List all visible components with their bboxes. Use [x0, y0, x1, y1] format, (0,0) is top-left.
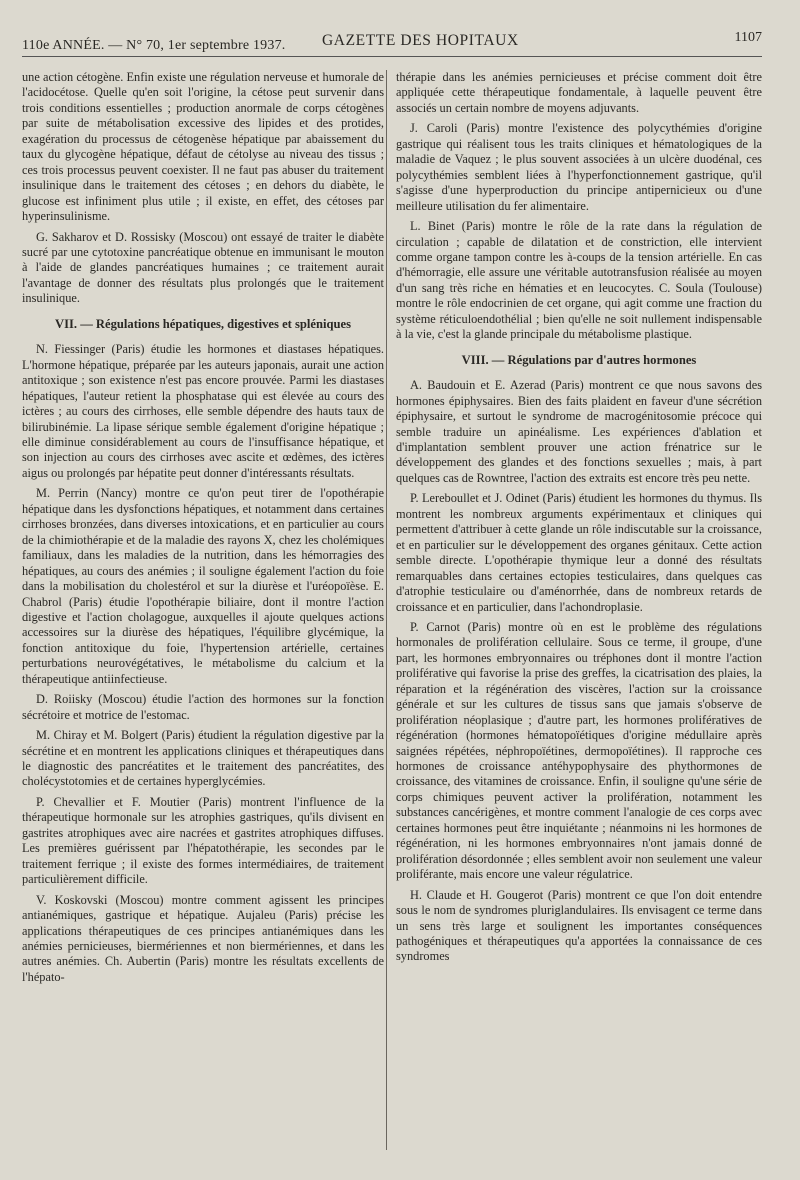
paragraph: N. Fiessinger (Paris) étudie les hormones et diastases hépatiques. L'hormone hépatique, préparée par les auteurs japonais, aurait une action antitoxique ; son existence n'est pas encore prouvée. Parmi les diastases hépatiques, l'auteur retient la phosphatase qui est élevée au cours des ictères ; au cours des cirrhoses, elle semble dépendre des hauts taux de bilirubinémie. La lipase sérique semble également d'origine hépatique ; elle diminue considérablement au cours de l'insuffisance hépatique, et son injection au cours des cirrhoses avec ascite et œdèmes, des ictères aigus ou prolongés par hépatite peut donner d'intéressants résultats. [22, 342, 384, 480]
paragraph: H. Claude et H. Gougerot (Paris) montrent ce que l'on doit entendre sous le nom de syndromes pluriglandulaires. Ils envisagent ce terme dans un sens très large et soulignent les importantes conséquences pathogéniques et thérapeutiques qu'a apportées la connaissance de ces syndromes [396, 887, 762, 964]
paragraph: une action cétogène. Enfin existe une régulation nerveuse et humorale de l'acidocétose. Quelle qu'en soit l'origine, la cétose peut survenir dans trois conditions essentielles ; production anormale de corps cétogènes par suite de métabolisation excessive des lipides et des protides, exagération du processus de cétogenèse hépatique par abaissement du taux du glycogène hépatique, défaut de cétolyse au niveau des tissus ; ces trois processus peuvent coexister. Il ne faut pas abuser du traitement insulinique dans le traitement des cétoses ; en dehors du diabète, le glucose est infiniment plus utile ; il existe, en effet, des cétoses par hyperinsulinisme. [22, 70, 384, 224]
paragraph: J. Caroli (Paris) montre l'existence des polycythémies d'origine gastrique qui réalisent tous les traits cliniques et hématologiques de la maladie de Vaquez ; le plus souvent associées à un ulcère duodénal, ces polycythémies semblent liées à l'hyperfonctionnement gastrique, qu'il s'agisse d'une hyperproduction du principe antipernicieux ou d'une meilleure utilisation du fer alimentaire. [396, 121, 762, 213]
section-heading: VIII. — Régulations par d'autres hormones [461, 352, 697, 367]
left-column [22, 70, 384, 990]
paragraph: D. Roiisky (Moscou) étudie l'action des hormones sur la fonction sécrétoire et motrice de l'estomac. [22, 692, 384, 722]
paragraph: P. Chevallier et F. Moutier (Paris) montrent l'influence de la thérapeutique hormonale sur les atrophies gastriques, qu'ils divisent en gastrites atrophiques avec aire nacrées et gastrites atrophiques diffuses. Les premières guérissent par l'hépatothérapie, les secondes par le traitement ferrique ; il existe des formes intermédiaires, de traitement particulièrement difficile. [22, 794, 384, 887]
publication-title: GAZETTE DES HOPITAUX [322, 32, 519, 49]
paragraph: P. Carnot (Paris) montre où en est le problème des régulations hormonales de prolifération cellulaire. Sous ce terme, il groupe, d'une part, les hormones embryonnaires ou tréphones dont il montre l'action proliférative qui favorise la prise des greffes, la cicatrisation des plaies, la réparation et la régénération des viscères, l'action sur la croissance générale et sur les cultures de tissus sans que jamais s'observe de prolifération néoplasique ; d'autre part, les hormones prolifératives de régénération (hormones hématopoïétiques d'origine médullaire après saignées répétées, néphropoïétines, dermopoïétines). Il rapproche ces hormones de croissance antéhypophysaire des phythormones de croissance, des vitamines de croissance. Enfin, il souligne qu'une série de corps chimiques peuvent activer la prolifération, notamment les substances cancérigènes, et montre comment l'analogie de ces corps avec certaines hormones peut être inquiétante ; néanmoins ni les hormones de régénération, ni les hormones embryonnaires n'ont jamais donné de prolifération désordonnée ; elles semblent avoir non seulement une valeur proliférante, mais encore une valeur régulatrice. [396, 619, 762, 882]
paragraph: thérapie dans les anémies pernicieuses et précise comment doit être appliquée cette thérapeutique fondamentale, à laquelle peuvent être associés un certain nombre de moyens adjuvants. [396, 70, 762, 115]
paragraph: M. Perrin (Nancy) montre ce qu'on peut tirer de l'opothérapie hépatique dans les dysfonctions hépatiques, et notamment dans certaines cirrhoses bronzées, dans diverses intoxications, et en particulier au cours de la chimiothérapie et de la maladie des rayons X, chez les cholémiques familiaux, dans les maladies de la nutrition, dans les hémorragies des hépatiques, au cours des anémies ; il souligne également l'action du foie dans la mobilisation du cholestérol et sur la diurèse et l'uréopoïèse. E. Chabrol (Paris) étudie l'opothérapie biliaire, dont il montre l'action digestive et l'action cholagogue, auxquelles il ajoute quelques actions accessoires sur la diurèse des hépatiques, l'équilibre glycémique, la fonction antitoxique du foie, l'hypertension artérielle, certaines perturbations neurovégétatives, le métabolisme du calcium et la thérapeutique antiinfectieuse. [22, 486, 384, 686]
paragraph: G. Sakharov et D. Rossisky (Moscou) ont essayé de traiter le diabète sucré par une cytotoxine pancréatique obtenue en immunisant le mouton à l'aide de glandes pancréatiques humaines ; ce traitement aurait l'avantage de donner des résultats plus prolongés que le traitement insulinique. [22, 229, 384, 306]
paragraph: L. Binet (Paris) montre le rôle de la rate dans la régulation de circulation ; capable de dilatation et de constriction, elle intervient comme organe tampon contre les à-coups de la tension artérielle. En cas d'hémorragie, elle assure une véritable autotransfusion réalisée au moyen d'un sang très riche en hématies et en leucocytes. C. Soula (Toulouse) montre le rôle endocrinien de cet organe, qui agit comme une fraction du système réticuloendothélial ; bien qu'elle ne soit nullement indispensable à la vie, c'est la glande principale du métabolisme plastique. [396, 219, 762, 342]
section-heading: VII. — Régulations hépatiques, digestives et spléniques [55, 316, 351, 331]
paragraph: V. Koskovski (Moscou) montre comment agissent les principes antianémiques, gastrique et hépatique. Aujaleu (Paris) précise les applications thérapeutiques de ces principes antianémiques dans les anémies pernicieuses, biermériennes et non biermériennes, et dans les autres anémies. Ch. Aubertin (Paris) montre les résultats excellents de l'hépato- [22, 892, 384, 984]
paragraph: M. Chiray et M. Bolgert (Paris) étudient la régulation digestive par la sécrétine et en montrent les applications cliniques et thérapeutiques dans le diagnostic des pancréatites et le traitement des pancréatites, des cholécystotomies et de certaines hyperglycémies. [22, 728, 384, 789]
paragraph: P. Lereboullet et J. Odinet (Paris) étudient les hormones du thymus. Ils montrent les nombreux arguments expérimentaux et cliniques qui permettent d'attribuer à cette glande un rôle indiscutable sur la croissance, et en particulier sur le développement des organes génitaux. Cette action semble directe. L'opothérapie thymique leur a donné des résultats remarquables dans certaines ectopies testiculaires, dans quelques cas d'atrophie testiculaire ou d'aménorrhée, dans de nombreux retards de croissance et en particulier, dans l'achondroplasie. [396, 491, 762, 614]
column-divider [386, 70, 387, 1150]
page-header [22, 30, 762, 57]
right-column [396, 70, 762, 970]
paragraph: A. Baudouin et E. Azerad (Paris) montrent ce que nous savons des hormones épiphysaires. Bien des faits plaident en faveur d'une sécrétion épiphysaire, et surtout le syndrome de macrogénitosomie précoce qui semble traduire un apinéalisme. Les expériences d'ablation et d'implantation semblent prouver une action frénatrice sur le développement des glandes et des fonctions sexuelles ; mais, à part quelques cas de Rowntree, l'action des extraits est encore très peu nette. [396, 378, 762, 485]
page-number: 1107 [734, 30, 762, 45]
issue-info: 110e ANNÉE. — N° 70, 1er septembre 1937. [22, 38, 286, 53]
